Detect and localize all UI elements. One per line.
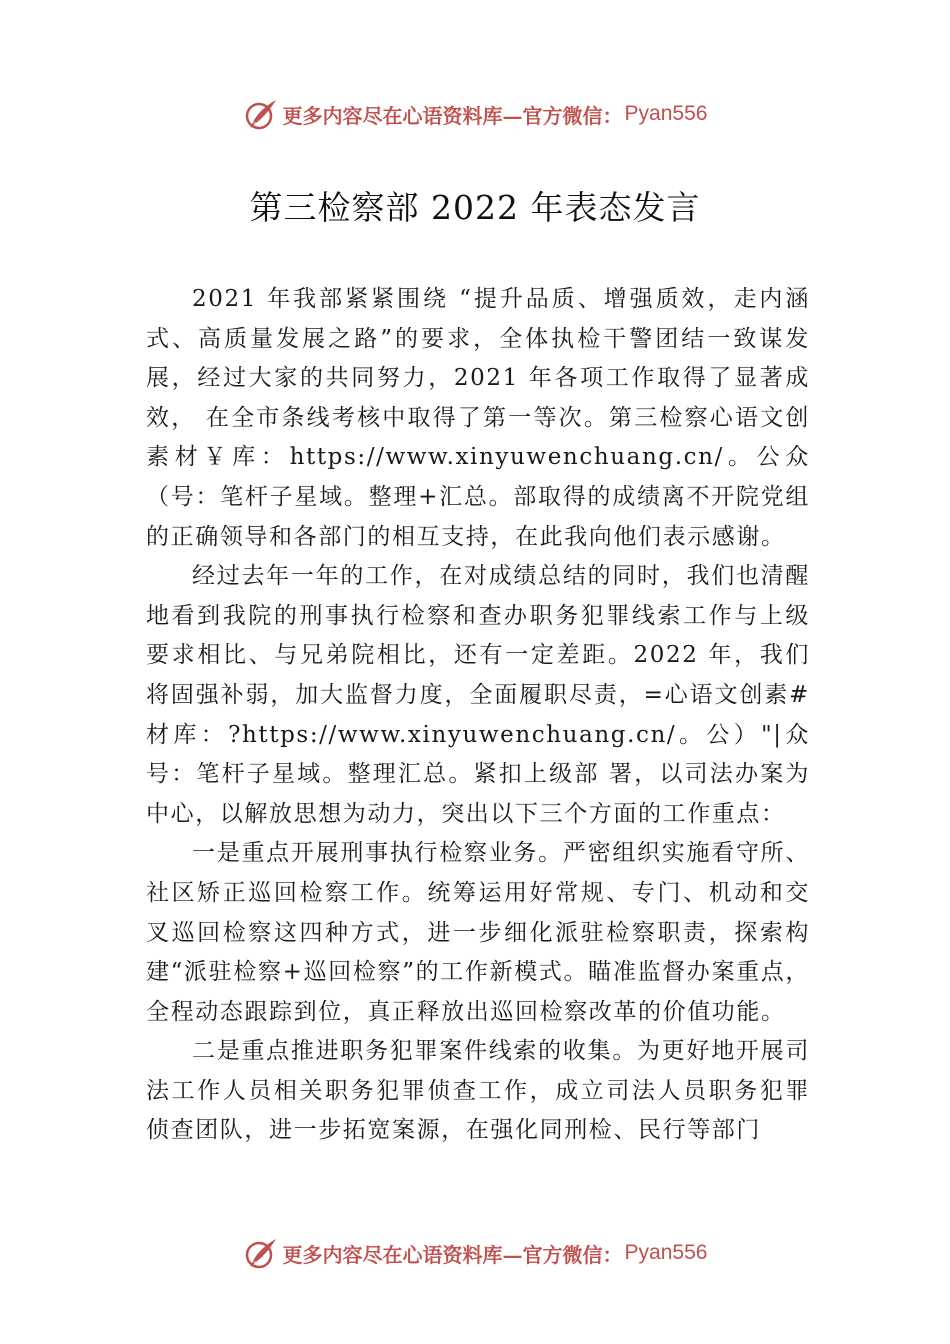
banner-account: Pyan556	[624, 1241, 708, 1264]
quill-logo-icon	[243, 96, 279, 132]
page-title: 第三检察部 2022 年表态发言	[249, 188, 701, 227]
paragraph-2: 经过去年一年的工作，在对成绩总结的同时，我们也清醒地看到我院的刑事执行检察和查办职务犯罪线索工作与上级要求相比、与兄弟院相比，还有一定差距。2022 年，我们将固强补弱，加大监督力度，全面履职尽责，=心语文创素#材库：?https://www.xinyuwenchuang.cn/。公）"|众号：笔杆子星域。整理汇总。紧扣上级部 署，以司法办案为中心，以解放思想为动力，突出以下三个方面的工作重点：	[146, 563, 810, 827]
footer-banner	[0, 1233, 950, 1273]
quill-logo-icon	[243, 1235, 279, 1271]
paragraph-4: 二是重点推进职务犯罪案件线索的收集。为更好地开展司法工作人员相关职务犯罪侦查工作，成立司法人员职务犯罪侦查团队，进一步拓宽案源，在强化同刑检、民行等部门	[146, 1038, 810, 1144]
paragraph-3: 一是重点开展刑事执行检察业务。严密组织实施看守所、社区矫正巡回检察工作。统筹运用好常规、专门、机动和交叉巡回检察这四种方式，进一步细化派驻检察职责，探索构建“派驻检察+巡回检察”的工作新模式。瞄准监督办案重点，全程动态跟踪到位，真正释放出巡回检察改革的价值功能。	[146, 840, 810, 1025]
paragraph-1: 2021 年我部紧紧围绕 “提升品质、增强质效，走内涵式、高质量发展之路”的要求，全体执检干警团结一致谋发展，经过大家的共同努力，2021 年各项工作取得了显著成效， 在全市条线考核中取得了第一等次。第三检察心语文创素材￥库：https://www.xinyuwenchuang.cn/。公众（号：笔杆子星域。整理+汇总。部取得的成绩离不开院党组的正确领导和各部门的相互支持，在此我向他们表示感谢。	[146, 286, 810, 550]
banner-text: 更多内容尽在心语资料库—官方微信：	[282, 103, 623, 128]
banner-account: Pyan556	[624, 102, 708, 125]
document-body	[146, 280, 810, 1151]
banner-text: 更多内容尽在心语资料库—官方微信：	[282, 1242, 623, 1267]
header-banner	[0, 94, 950, 134]
